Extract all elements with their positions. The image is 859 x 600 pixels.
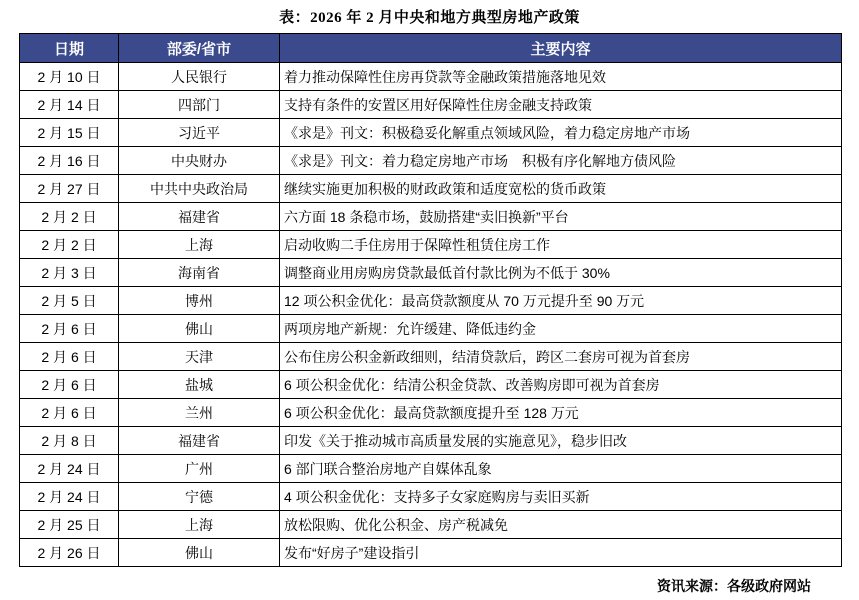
header-content: 主要内容 xyxy=(280,34,842,63)
table-row xyxy=(20,91,842,119)
cell-org: 人民银行 xyxy=(119,63,280,91)
cell-org: 盐城 xyxy=(119,371,280,399)
table-row xyxy=(20,119,842,147)
cell-content: 六方面 18 条稳市场，鼓励搭建“卖旧换新”平台 xyxy=(280,203,842,231)
table-row xyxy=(20,315,842,343)
cell-date: 2 月 8 日 xyxy=(20,427,119,455)
cell-org: 宁德 xyxy=(119,483,280,511)
cell-content: 继续实施更加积极的财政政策和适度宽松的货币政策 xyxy=(280,175,842,203)
cell-org: 天津 xyxy=(119,343,280,371)
cell-org: 博州 xyxy=(119,287,280,315)
cell-content: 公布住房公积金新政细则，结清贷款后，跨区二套房可视为首套房 xyxy=(280,343,842,371)
cell-org: 广州 xyxy=(119,455,280,483)
cell-content: 着力推动保障性住房再贷款等金融政策措施落地见效 xyxy=(280,63,842,91)
cell-date: 2 月 27 日 xyxy=(20,175,119,203)
cell-date: 2 月 15 日 xyxy=(20,119,119,147)
page-title: 表：2026 年 2 月中央和地方典型房地产政策 xyxy=(279,10,580,26)
cell-date: 2 月 25 日 xyxy=(20,511,119,539)
cell-date: 2 月 26 日 xyxy=(20,539,119,567)
table-row xyxy=(20,287,842,315)
cell-content: 6 部门联合整治房地产自媒体乱象 xyxy=(280,455,842,483)
cell-content: 印发《关于推动城市高质量发展的实施意见》，稳步旧改 xyxy=(280,427,842,455)
cell-org: 四部门 xyxy=(119,91,280,119)
cell-date: 2 月 24 日 xyxy=(20,455,119,483)
cell-content: 《求是》刊文：积极稳妥化解重点领域风险，着力稳定房地产市场 xyxy=(280,119,842,147)
cell-org: 中共中央政治局 xyxy=(119,175,280,203)
cell-date: 2 月 6 日 xyxy=(20,315,119,343)
table-row xyxy=(20,511,842,539)
cell-date: 2 月 3 日 xyxy=(20,259,119,287)
table-row xyxy=(20,231,842,259)
table-row xyxy=(20,371,842,399)
cell-org: 上海 xyxy=(119,231,280,259)
cell-content: 12 项公积金优化：最高贷款额度从 70 万元提升至 90 万元 xyxy=(280,287,842,315)
cell-content: 6 项公积金优化：最高贷款额度提升至 128 万元 xyxy=(280,399,842,427)
table-row xyxy=(20,539,842,567)
cell-date: 2 月 14 日 xyxy=(20,91,119,119)
cell-content: 发布“好房子”建设指引 xyxy=(280,539,842,567)
cell-org: 海南省 xyxy=(119,259,280,287)
cell-content: 放松限购、优化公积金、房产税减免 xyxy=(280,511,842,539)
cell-date: 2 月 24 日 xyxy=(20,483,119,511)
cell-content: 调整商业用房购房贷款最低首付款比例为不低于 30% xyxy=(280,259,842,287)
cell-date: 2 月 6 日 xyxy=(20,343,119,371)
cell-date: 2 月 6 日 xyxy=(20,371,119,399)
cell-org: 中央财办 xyxy=(119,147,280,175)
cell-date: 2 月 16 日 xyxy=(20,147,119,175)
cell-org: 佛山 xyxy=(119,539,280,567)
table-row xyxy=(20,259,842,287)
cell-org: 福建省 xyxy=(119,427,280,455)
policy-table xyxy=(19,33,842,567)
table-row xyxy=(20,203,842,231)
cell-date: 2 月 2 日 xyxy=(20,203,119,231)
table-row xyxy=(20,63,842,91)
table-row xyxy=(20,147,842,175)
cell-content: 启动收购二手住房用于保障性租赁住房工作 xyxy=(280,231,842,259)
table-row xyxy=(20,427,842,455)
table-row xyxy=(20,343,842,371)
cell-content: 6 项公积金优化：结清公积金贷款、改善购房即可视为首套房 xyxy=(280,371,842,399)
table-header-row xyxy=(20,34,842,63)
cell-date: 2 月 2 日 xyxy=(20,231,119,259)
cell-org: 习近平 xyxy=(119,119,280,147)
cell-org: 兰州 xyxy=(119,399,280,427)
cell-content: 4 项公积金优化：支持多子女家庭购房与卖旧买新 xyxy=(280,483,842,511)
table-row xyxy=(20,483,842,511)
table-row xyxy=(20,399,842,427)
header-date: 日期 xyxy=(20,34,119,63)
cell-org: 福建省 xyxy=(119,203,280,231)
cell-date: 2 月 10 日 xyxy=(20,63,119,91)
header-org: 部委/省市 xyxy=(119,34,280,63)
table-row xyxy=(20,175,842,203)
table-row xyxy=(20,455,842,483)
cell-org: 佛山 xyxy=(119,315,280,343)
cell-date: 2 月 5 日 xyxy=(20,287,119,315)
cell-org: 上海 xyxy=(119,511,280,539)
cell-content: 支持有条件的安置区用好保障性住房金融支持政策 xyxy=(280,91,842,119)
source-note: 资讯来源：各级政府网站 xyxy=(657,578,811,594)
cell-content: 两项房地产新规：允许缓建、降低违约金 xyxy=(280,315,842,343)
cell-content: 《求是》刊文：着力稳定房地产市场 积极有序化解地方债风险 xyxy=(280,147,842,175)
cell-date: 2 月 6 日 xyxy=(20,399,119,427)
